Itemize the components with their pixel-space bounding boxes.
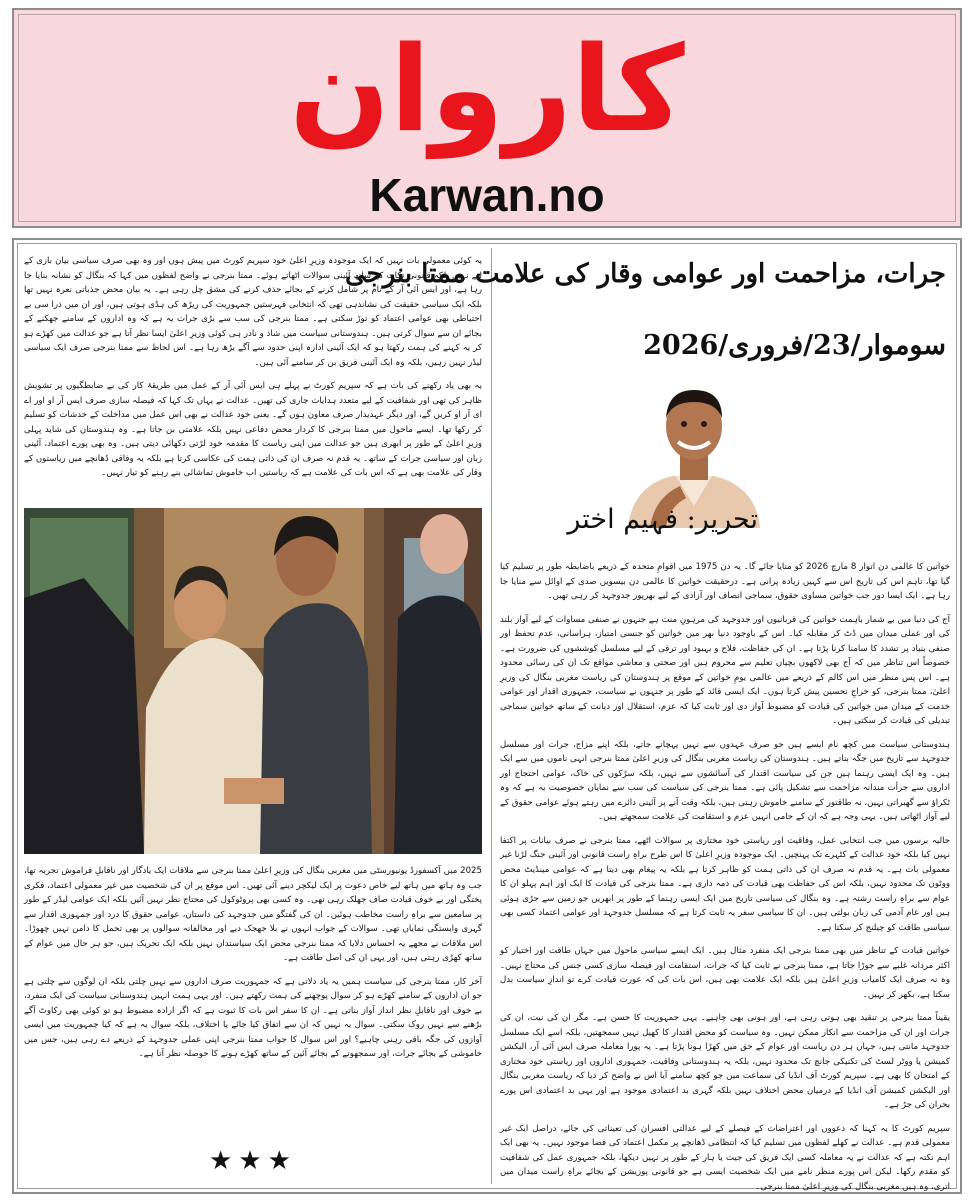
paragraph: سپریم کورٹ کا یہ کہنا کہ دعووں اور اعتراضات کے فیصلے کے لیے عدالتی افسران کی تعیناتی کی جائے، دراصل ایک غیر معمولی قدم ہے۔ عدالت نے کھلے لفظوں میں تسلیم کیا کہ انتظامی ڈھانچے پر مکمل اعتماد کی فضا موجود نہیں۔ یہ بھی ایک اہم نکتہ ہے کہ عدالت نے یہ معاملہ کسی ایک فریق کی جیت یا ہار کے طور پر نہیں دیکھا، بلکہ جمہوری عمل کی شفافیت کو مقدم رکھا۔ لیکن اس پورے منظر نامے میں ایک شخصیت ایسی ہے جو قانونی پوزیشن کے بجائے براہِ راست میدان میں اتری، وہ ہیں مغربی بنگال کی وزیرِ اعلیٰ ممتا بنرجی۔ (500, 1123, 950, 1192)
paragraph: یہ بھی یاد رکھنے کی بات ہے کہ سپریم کورٹ نے پہلے ہی ایس آئی آر کے عمل میں طریقۂ کار کی بے ضابطگیوں پر تشویش ظاہر کی تھی اور شفافیت کے لیے متعدد ہدایات جاری کی تھیں۔ عدالت نے یہاں تک کہا کہ فیصلہ سازی صرف ایس آر او اور اے ای آر او کریں گے، اور دیگر عہدیدار صرف معاون ہوں گے۔ یعنی خود عدالت نے بھی اس عمل میں مداخلت کے خدشات کو تسلیم کر رکھا تھا۔ ایسے ماحول میں ممتا بنرجی کا کردار محض دفاعی نہیں بلکہ علامتی بن جاتا ہے۔ وہ ہندوستان کی شاید پہلی وزیرِ اعلیٰ کے طور پر ابھری ہیں جو عدالت میں اپنی ریاست کا مقدمہ خود لڑتی دکھائی دیتی ہیں۔ وہ بھی پورے اعتماد، آئینی زبان اور سیاسی جرات کے ساتھ۔ یہ قدم نہ صرف ان کی ذاتی ہمت کی عکاسی کرتا ہے بلکہ یہ وفاقی ڈھانچے میں ریاستوں کے وقار کی علامت بھی ہے کہ اس بات کی علامت ہے کہ ریاستیں اب خاموش تماشائی بنے رہنے کو تیار نہیں۔ (24, 381, 482, 478)
paragraph: آج کی دنیا میں بے شمار باہمت خواتین کی قربانیوں اور جدوجہد کی مرہونِ منت ہے جنہوں نے صنفی مساوات کے لیے آواز بلند کی اور عملی میدان میں ڈٹ کر مقابلہ کیا۔ اس کے باوجود دنیا بھر میں خواتین کو جنسی امتیاز، ہراسانی، عدم تحفظ اور صنفی بنیاد پر تشدد کا سامنا کرنا پڑتا ہے۔ ان کی حفاظت، فلاح و بہبود اور ترقی کے لیے مسلسل کوششوں کی ضرورت ہے۔ خصوصاً اس تناظر میں کہ آج بھی لاکھوں بچیاں تعلیم سے محروم ہیں اور صحتی و معاشی مواقع تک ان کی رسائی محدود ہے۔ اس پس منظر میں اس کالم کے ذریعے میں عالمی یومِ خواتین کے موقع پر ہندوستان کی ریاست مغربی بنگال کی وزیرِ اعلیٰ، ممتا بنرجی، کو خراجِ تحسین پیش کرتا ہوں۔ ایک ایسی قائد کے طور پر جنہوں نے سیاست، جمہوری اقدار اور عوامی خدمت کے میدان میں خواتین کی قیادت کو مضبوط آواز دی اور ثابت کیا کہ عزم، استقلال اور دیانت کے ساتھ خواتین سماجی تبدیلی کی قیادت کر سکتی ہیں۔ (500, 614, 950, 726)
paragraph: حالیہ برسوں میں جب انتخابی عمل، وفاقیت اور ریاستی خود مختاری پر سوالات اٹھے، ممتا بنرجی نے صرف بیانات پر اکتفا نہیں کیا بلکہ خود عدالت کے کٹہرے تک پہنچیں۔ ایک موجودہ وزیرِ اعلیٰ کا اس طرح براہِ راست قانونی اور آئینی جنگ لڑنا غیر معمولی بات ہے۔ یہ قدم نہ صرف ان کی ذاتی ہمت کو ظاہر کرتا ہے بلکہ یہ پیغام بھی دیتا ہے کہ عوامی مینڈیٹ محض ووٹوں تک محدود نہیں، بلکہ اس کی حفاظت بھی قیادت کی ذمہ داری ہے۔ ممتا بنرجی کی قیادت کا ایک اور اہم پہلو ان کا عوام سے براہِ راست رشتہ ہے۔ وہ بنگال کی سیاسی تاریخ میں ایک ایسی رہنما کے طور پر ابھریں جو زمین سے جڑی ہوئی ہیں اور عام آدمی کی زبان بولتی ہیں۔ ان کا سیاسی سفر یہ ثابت کرتا ہے کہ مسلسل جدوجہد اور عوامی اعتماد کسی بھی سیاسی طاقت کو چیلنج کر سکتا ہے۔ (500, 835, 950, 933)
paragraph: یہ کوئی معمولی بات نہیں کہ ایک موجودہ وزیرِ اعلیٰ خود سپریم کورٹ میں پیش ہوں اور وہ بھی صرف سیاسی بیان بازی کے لیے نہیں بلکہ قانونی نکات کے ساتھ آئینی سوالات اٹھاتے ہوئے۔ ممتا بنرجی نے واضح لفظوں میں کہا کہ بنگال کو نشانہ بنایا جا رہا ہے، اور ایس آئی آر کے نام پر شامل کرنے کے بجائے حذف کرنے کی مشق چل رہی ہے۔ یہ بیان محض جذباتی نعرہ نہیں تھا بلکہ ایک سیاسی حقیقت کی نشاندہی تھی کہ انتخابی فہرستیں جمہوریت کی ریڑھ کی ہڈی ہوتی ہیں، اور ان میں ذرا سی بے احتیاطی بھی عوامی اعتماد کو توڑ سکتی ہے۔ ممتا بنرجی کی سب سے بڑی جرات یہ ہے کہ وہ اداروں کے سامنے جھکنے کے بجائے ان سے سوال کرتی ہیں۔ ہندوستانی سیاست میں شاذ و نادر ہی کوئی وزیرِ اعلیٰ ایسا نظر آتا ہے جو عدالت میں کھڑے ہو کر یہ کہنے کی ہمت رکھتا ہو کہ ایک آئینی ادارہ اپنی حدود سے آگے بڑھ رہا ہے۔ اس لحاظ سے ممتا بنرجی صرف ایک سیاسی لیڈر نہیں رہیں، بلکہ وہ ایک آئینی فریق بن کر سامنے آئی ہیں۔ (24, 256, 482, 368)
author-byline: تحریر: فہیم اختر (567, 504, 758, 535)
logo-urdu[interactable]: کاروان (289, 20, 685, 158)
paragraph: 2025 میں آکسفورڈ یونیورسٹی میں مغربی بنگال کی وزیرِ اعلیٰ ممتا بنرجی سے ملاقات ایک یادگار اور ناقابلِ فراموش تجربہ تھا، جب وہ ہاتھ میں ہاتھ لیے خاص دعوت پر ایک لیکچر دینے آئی تھیں۔ اس موقع پر ان کی شخصیت میں غیر معمولی اعتماد، فکری پختگی اور بے خوف قیادت صاف جھلک رہی تھی۔ وہ کسی بھی پروٹوکول کی محتاج نظر نہیں آئیں بلکہ ایک عوامی لیڈر کے طور پر سامعین سے براہِ راست مخاطب ہوئیں۔ ان کی گفتگو میں جدوجہد کی داستان، عوامی حقوق کا درد اور جمہوری اقدار سے گہری وابستگی نمایاں تھی۔ سوالات کے جواب انہوں نے بلا جھجک دیے اور مخالفانہ سوالوں پر بھی تحمل کا دامن نہیں چھوڑا۔ اس ملاقات نے مجھے یہ احساس دلایا کہ ممتا بنرجی محض ایک سیاستدان نہیں بلکہ ایک تحریک ہیں، جو ہر حال میں عوام کے ساتھ کھڑی رہتی ہیں، اور یہی ان کی اصل طاقت ہے۔ (24, 866, 482, 963)
paragraph: خواتین کا عالمی دن اتوار 8 مارچ 2026 کو منایا جائے گا۔ یہ دن 1975 میں اقوامِ متحدہ کے ذریعے باضابطہ طور پر تسلیم کیا گیا تھا، تاہم اس کی تاریخ اس سے کہیں زیادہ پرانی ہے۔ درحقیقت خواتین کا عالمی دن بیسویں صدی کے اوائل سے منایا جا رہا ہے۔ ایک ایسا دور جب خواتین مساوی حقوق، سماجی انصاف اور آزادی کے لیے بھرپور جدوجہد کر رہی تھیں۔ (500, 562, 950, 601)
end-stars: ★★★ (209, 1146, 297, 1176)
paragraph: آخر کار، ممتا بنرجی کی سیاست ہمیں یہ یاد دلاتی ہے کہ جمہوریت صرف اداروں سے نہیں چلتی بلکہ ان لوگوں سے چلتی ہے جو ان اداروں کے سامنے کھڑے ہو کر سوال پوچھنے کی ہمت رکھتے ہیں۔ اور یہی ہمت انہیں ہندوستانی سیاست کی ایک منفرد، بے خوف اور ناقابلِ نظر انداز آواز بناتی ہے۔ ان کا سفر اس بات کا ثبوت ہے کہ اگر ارادہ مضبوط ہو تو کوئی بھی رکاوٹ آگے بڑھنے سے نہیں روک سکتی۔ سوال یہ نہیں کہ ان سے اتفاق کیا جائے یا اختلاف، بلکہ سوال یہ ہے کہ کیا جمہوریت میں ایسی آوازوں کی جگہ باقی رہنی چاہیے؟ اور اس سوال کا جواب ممتا بنرجی اپنی عملی جدوجہد کے ذریعے دے رہی ہیں، جس میں خاموشی کے بجائے جرات، اور سمجھوتے کے بجائے آئین کے ساتھ کھڑے ہونے کا حوصلہ نظر آتا ہے۔ (24, 976, 482, 1059)
article-page (12, 238, 962, 1194)
paragraph: خواتین قیادت کے تناظر میں بھی ممتا بنرجی ایک منفرد مثال ہیں۔ ایک ایسے سیاسی ماحول میں جہاں طاقت اور اختیار کو اکثر مردانہ غلبے سے جوڑا جاتا ہے، ممتا بنرجی نے ثابت کیا کہ جرات، استقامت اور فیصلہ سازی کسی جنس کی محتاج نہیں۔ وہ نہ صرف ایک کامیاب وزیرِ اعلیٰ ہیں بلکہ ایک علامت بھی ہیں، اس بات کی کہ عورت قیادت کرے تو اندازِ سیاست بدل سکتا ہے، بکھر کر نہیں۔ (500, 946, 950, 1000)
logo-site-name[interactable]: Karwan.no (369, 169, 605, 221)
left-column-top (24, 254, 482, 490)
masthead (12, 8, 962, 228)
article-title: جرات، مزاحمت اور عوامی وقار کی علامت ممتا بنرجی (344, 259, 946, 289)
paragraph: یقیناً ممتا بنرجی پر تنقید بھی ہوتی رہی ہے، اور ہونی بھی چاہیے۔ یہی جمہوریت کا حسن ہے۔ مگر ان کی نیت، ان کی جرات اور ان کی مزاحمت سے انکار ممکن نہیں۔ وہ سیاست کو محض اقتدار کا کھیل نہیں سمجھتیں، بلکہ اسے ایک مسلسل جدوجہد مانتی ہیں، جہاں ہر دن ریاست اور عوام کے حق میں کھڑا ہونا پڑتا ہے۔ یہ پورا معاملہ صرف ایس آئی آر، الیکشن کمیشن یا ووٹر لسٹ کی تکنیکی جانچ تک محدود نہیں، بلکہ یہ ہندوستانی وفاقیت، جمہوری اداروں اور ریاستی خود مختاری کے امتحان کا بھی ہے۔ سپریم کورٹ آف انڈیا کی سماعت میں جو کچھ سامنے آیا اس نے واضح کر دیا کہ ریاست مغربی بنگال اور الیکشن کمیشن آف انڈیا کے درمیان محض اختلاف نہیں بلکہ گہری بد اعتمادی موجود ہے اور یہی بد اعتمادی اس پورے بحران کی جڑ ہے۔ (500, 1013, 950, 1110)
left-column-bottom (24, 864, 482, 1071)
right-column (500, 560, 950, 1194)
paragraph: ہندوستانی سیاست میں کچھ نام ایسے ہیں جو صرف عہدوں سے نہیں پہچانے جاتے، بلکہ اپنے مزاج، جرات اور مسلسل جدوجہد سے تاریخ میں جگہ بناتے ہیں۔ ہندوستان کی ریاست مغربی بنگال کی وزیرِ اعلیٰ ممتا بنرجی انہی ناموں میں سے ایک ہیں۔ وہ ایک ایسی رہنما ہیں جن کی سیاست اقتدار کی آسائشوں سے نہیں، بلکہ سڑکوں کی خاک، عوامی احتجاج اور اداروں سے جرأت مندانہ مزاحمت سے تشکیل پائی ہے۔ ممتا بنرجی کی سیاست کی سب سے نمایاں خصوصیت یہ ہے کہ وہ ٹکراؤ سے گھبراتی نہیں، نہ طاقتور کے سامنے خاموش رہتی ہیں، بلکہ وقت آنے پر آئینی دائرے میں رہتے ہوئے عوامی حقوق کے لیے آواز اٹھاتی ہیں۔ یہی وجہ ہے کہ ان کے حامی انہیں عزم و استقامت کی علامت سمجھتے ہیں۔ (500, 739, 950, 822)
article-date: سوموار/23/فروری/2026 (643, 330, 946, 361)
meeting-photo (24, 508, 482, 854)
column-divider (491, 248, 492, 1184)
